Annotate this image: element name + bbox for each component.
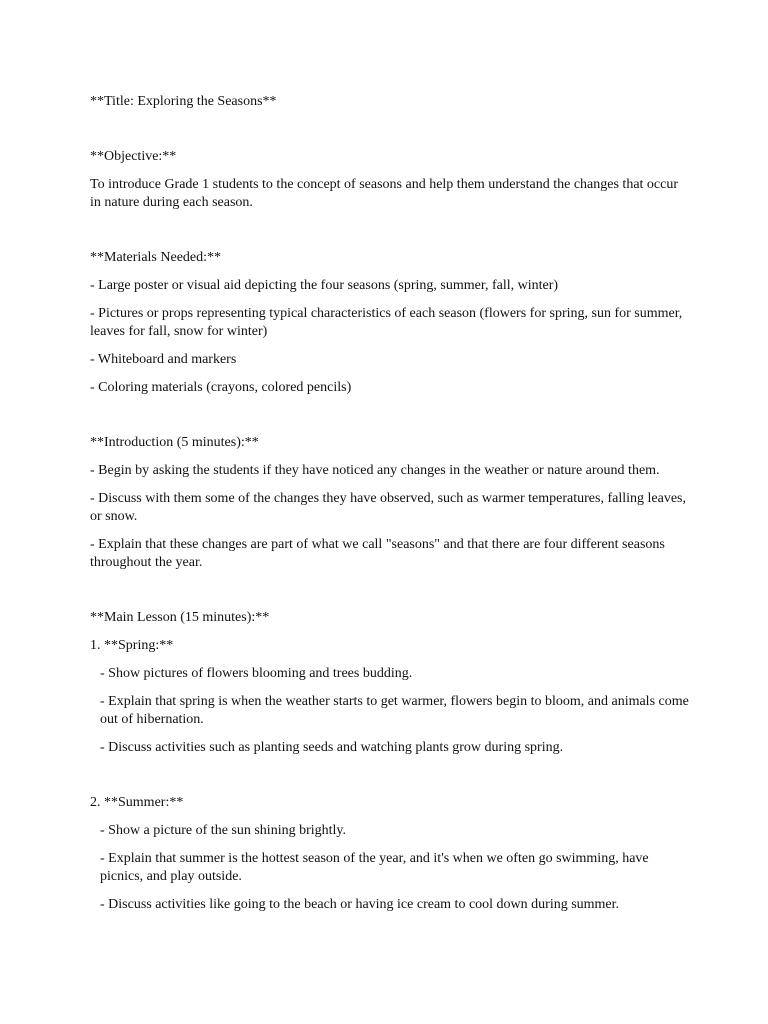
- materials-item: - Large poster or visual aid depicting the four seasons (spring, summer, fall, winter): [90, 278, 559, 293]
- document-title: **Title: Exploring the Seasons**: [90, 94, 277, 109]
- materials-item: - Pictures or props representing typical characteristics of each season (flowers for spring, sun for summer, leaves for fall, snow for winter): [90, 306, 686, 339]
- materials-heading: **Materials Needed:**: [90, 250, 222, 265]
- spring-heading: 1. **Spring:**: [90, 638, 174, 653]
- summer-item: - Discuss activities like going to the beach or having ice cream to cool down during summer.: [100, 897, 620, 912]
- summer-item: - Show a picture of the sun shining brightly.: [100, 823, 347, 838]
- materials-item: - Whiteboard and markers: [90, 352, 237, 367]
- introduction-item: - Discuss with them some of the changes they have observed, such as warmer temperatures, falling leaves, or snow.: [90, 491, 690, 524]
- introduction-heading: **Introduction (5 minutes):**: [90, 435, 259, 450]
- materials-item: - Coloring materials (crayons, colored pencils): [90, 380, 352, 395]
- introduction-item: - Begin by asking the students if they have noticed any changes in the weather or nature around them.: [90, 463, 660, 478]
- summer-item: - Explain that summer is the hottest season of the year, and it's when we often go swimming, have picnics, and play outside.: [100, 851, 653, 884]
- lesson-plan-page: [90, 93, 693, 924]
- main-lesson-heading: **Main Lesson (15 minutes):**: [90, 610, 270, 625]
- spring-item: - Show pictures of flowers blooming and trees budding.: [100, 666, 413, 681]
- spring-item: - Explain that spring is when the weather starts to get warmer, flowers begin to bloom, and animals come out of hibernation.: [100, 694, 693, 727]
- introduction-item: - Explain that these changes are part of what we call "seasons" and that there are four different seasons throughout the year.: [90, 537, 669, 570]
- summer-heading: 2. **Summer:**: [90, 795, 184, 810]
- spring-item: - Discuss activities such as planting seeds and watching plants grow during spring.: [100, 740, 564, 755]
- objective-heading: **Objective:**: [90, 149, 177, 164]
- objective-text: To introduce Grade 1 students to the concept of seasons and help them understand the changes that occur in nature during each season.: [90, 177, 682, 210]
